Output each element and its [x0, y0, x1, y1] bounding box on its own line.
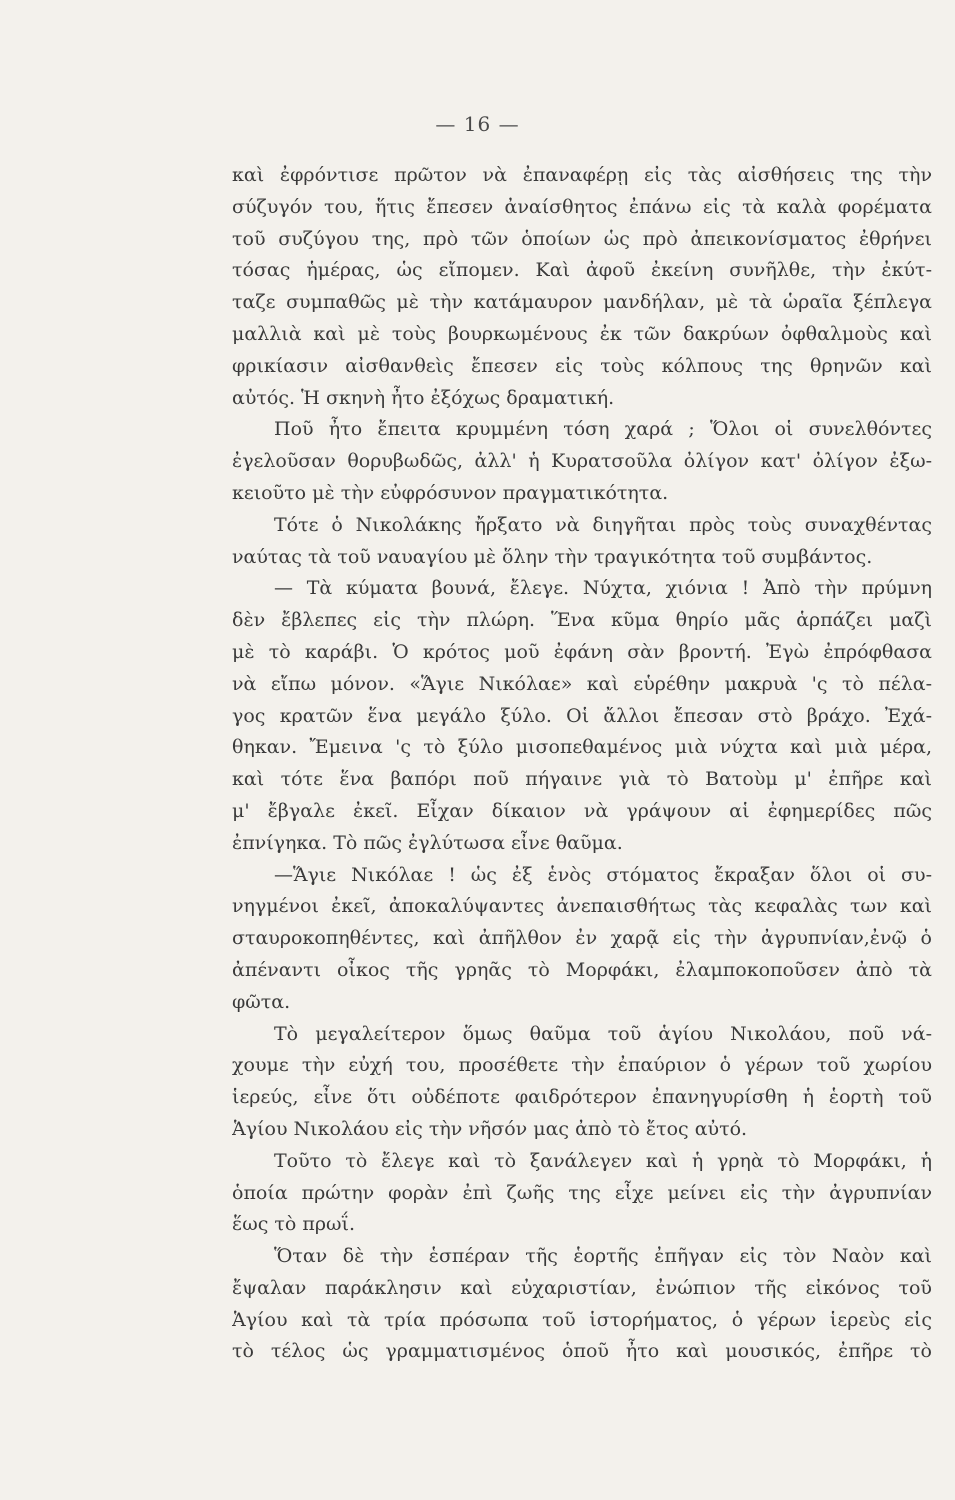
- text-line: τοῦ συζύγου της, πρὸ τῶν ὁποίων ὡς πρὸ ἀπεικονίσματος ἐθρήνει: [232, 227, 932, 250]
- text-line: Ποῦ ἦτο ἔπειτα κρυμμένη τόση χαρά ; Ὅλοι οἱ συνελθόντες: [274, 418, 932, 441]
- text-line: ἕως τὸ πρωΐ.: [232, 1213, 355, 1236]
- text-line: — Τὰ κύματα βουνά, ἔλεγε. Νύχτα, χιόνια ! Ἀπὸ τὴν πρύμνη: [274, 577, 932, 600]
- text-line: τὸ τέλος ὡς γραμματισμένος ὁποῦ ἦτο καὶ μουσικός, ἐπῆρε τὸ: [232, 1340, 932, 1363]
- text-line: —Ἅγιε Νικόλαε ! ὡς ἐξ ἑνὸς στόματος ἔκραξαν ὅλοι οἱ συ-: [274, 863, 932, 886]
- text-line: νηγμένοι ἐκεῖ, ἀποκαλύψαντες ἀνεπαισθήτως τὰς κεφαλὰς των καὶ: [232, 895, 932, 918]
- text-line: νὰ εἴπω μόνον. «Ἅγιε Νικόλαε» καὶ εὑρέθην μακρυὰ 'ς τὸ πέλα-: [232, 672, 932, 695]
- text-line: καὶ τότε ἕνα βαπόρι ποῦ πήγαινε γιὰ τὸ Βατοὺμ μ' ἐπῆρε καὶ: [232, 768, 932, 791]
- text-line: ναύτας τὰ τοῦ ναυαγίου μὲ ὅλην τὴν τραγικότητα τοῦ συμβάντος.: [232, 545, 873, 568]
- text-line: χουμε τὴν εὐχή του, προσέθετε τὴν ἐπαύριον ὁ γέρων τοῦ χωρίου: [232, 1054, 932, 1077]
- text-line: φρικίασιν αἰσθανθεὶς ἔπεσεν εἰς τοὺς κόλπους της θρηνῶν καὶ: [232, 354, 932, 377]
- text-line: ὁποία πρώτην φορὰν ἐπὶ ζωῆς της εἶχε μείνει εἰς τὴν ἀγρυπνίαν: [232, 1181, 932, 1204]
- text-line: Ἁγίου Νικολάου εἰς τὴν νῆσόν μας ἀπὸ τὸ ἔτος αὐτό.: [232, 1117, 748, 1140]
- text-line: τόσας ἡμέρας, ὡς εἴπομεν. Καὶ ἀφοῦ ἐκείνη συνῆλθε, τὴν ἐκύτ-: [232, 259, 932, 282]
- text-line: ἔψαλαν παράκλησιν καὶ εὐχαριστίαν, ἐνώπιον τῆς εἰκόνος τοῦ: [232, 1276, 932, 1299]
- text-line: κειοῦτο μὲ τὴν εὐφρόσυνον πραγματικότητα.: [232, 481, 669, 504]
- text-line: Τοῦτο τὸ ἔλεγε καὶ τὸ ξανάλεγεν καὶ ἡ γρηὰ τὸ Μορφάκι, ἡ: [274, 1149, 932, 1172]
- text-line: ἀπέναντι οἶκος τῆς γρηᾶς τὸ Μορφάκι, ἐλαμποκοποῦσεν ἀπὸ τὰ: [232, 958, 932, 981]
- text-line: ταζε συμπαθῶς μὲ τὴν κατάμαυρον μανδήλαν, μὲ τὰ ὡραῖα ξέπλεγα: [232, 291, 932, 314]
- text-line: γος κρατῶν ἕνα μεγάλο ξύλο. Οἱ ἄλλοι ἔπεσαν στὸ βράχο. Ἐχά-: [232, 704, 932, 727]
- text-line: Τότε ὁ Νικολάκης ἤρξατο νὰ διηγῆται πρὸς τοὺς συναχθέντας: [274, 513, 932, 536]
- text-line: καὶ ἐφρόντισε πρῶτον νὰ ἐπαναφέρῃ εἰς τὰς αἰσθήσεις της τὴν: [232, 164, 932, 186]
- text-line: δὲν ἔβλεπες εἰς τὴν πλώρη. Ἕνα κῦμα θηρίο μᾶς ἁρπάζει μαζὶ: [232, 609, 932, 632]
- text-line: ἐγελοῦσαν θορυβωδῶς, ἀλλ' ἡ Κυρατσοῦλα ὀλίγον κατ' ὀλίγον ἐξω-: [232, 450, 932, 473]
- text-line: Ὅταν δὲ τὴν ἑσπέραν τῆς ἑορτῆς ἐπῆγαν εἰς τὸν Ναὸν καὶ: [274, 1245, 932, 1268]
- text-line: σταυροκοπηθέντες, καὶ ἀπῆλθον ἐν χαρᾷ εἰς τὴν ἀγρυπνίαν,ἐνῷ ὁ: [232, 927, 932, 950]
- text-line: αὐτός. Ἡ σκηνὴ ἦτο ἐξόχως δραματική.: [232, 386, 615, 409]
- text-line: θηκαν. Ἔμεινα 'ς τὸ ξύλο μισοπεθαμένος μιὰ νύχτα καὶ μιὰ μέρα,: [232, 736, 932, 759]
- text-line: φῶτα.: [232, 990, 291, 1013]
- text-line: μαλλιὰ καὶ μὲ τοὺς βουρκωμένους ἐκ τῶν δακρύων ὀφθαλμοὺς καὶ: [232, 322, 932, 345]
- text-line: μ' ἔβγαλε ἐκεῖ. Εἶχαν δίκαιον νὰ γράψουν αἱ ἐφημερίδες πῶς: [232, 799, 932, 822]
- text-line: Ἁγίου καὶ τὰ τρία πρόσωπα τοῦ ἱστορήματος, ὁ γέρων ἱερεὺς εἰς: [232, 1308, 932, 1331]
- text-line: Τὸ μεγαλείτερον ὅμως θαῦμα τοῦ ἁγίου Νικολάου, ποῦ νά-: [274, 1022, 932, 1045]
- page-number: — 16 —: [435, 112, 520, 136]
- text-line: σύζυγόν του, ἥτις ἔπεσεν ἀναίσθητος ἐπάνω εἰς τὰ καλὰ φορέματα: [232, 195, 932, 218]
- text-line: μὲ τὸ καράβι. Ὁ κρότος μοῦ ἐφάνη σὰν βροντή. Ἐγὼ ἐπρόφθασα: [232, 640, 932, 663]
- text-line: ἱερεύς, εἶνε ὅτι οὐδέποτε φαιδρότερον ἐπανηγυρίσθη ἡ ἑορτὴ τοῦ: [232, 1086, 932, 1109]
- body-text: [232, 160, 932, 1368]
- text-line: ἐπνίγηκα. Τὸ πῶς ἐγλύτωσα εἶνε θαῦμα.: [232, 831, 623, 854]
